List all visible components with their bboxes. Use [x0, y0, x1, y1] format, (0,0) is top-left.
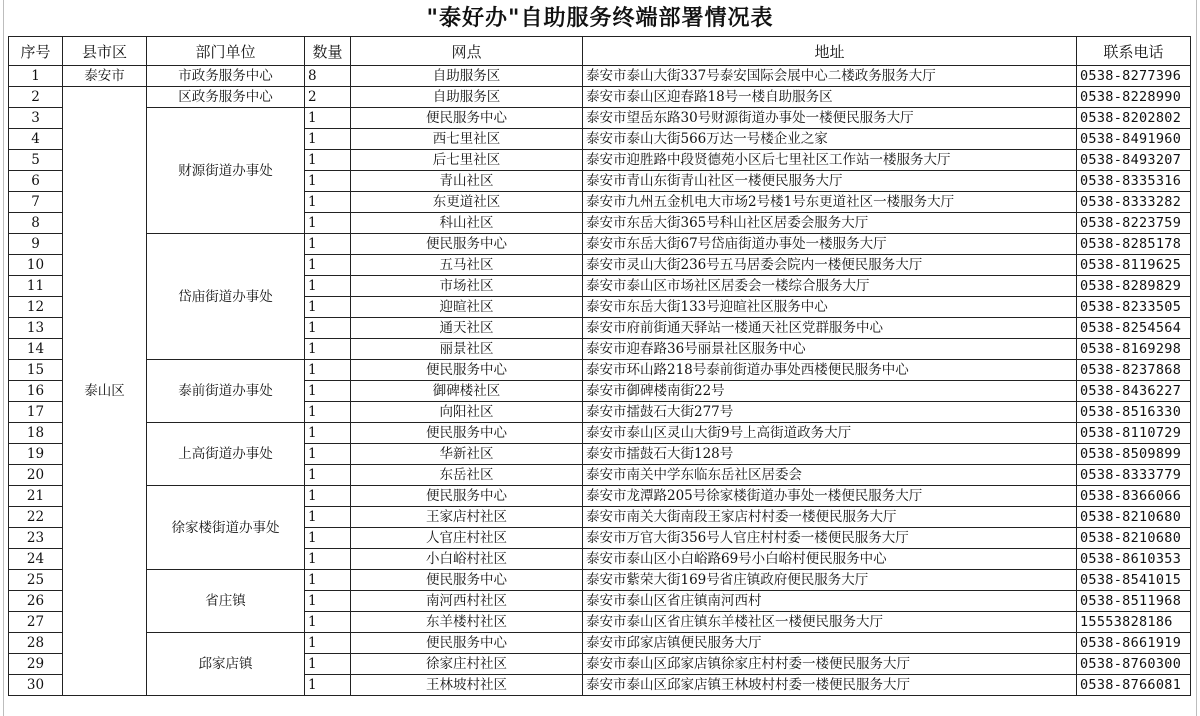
dept-cell: 财源街道办事处 — [147, 108, 305, 234]
row-phone: 0538-8254564 — [1077, 318, 1191, 339]
row-address: 泰安市望岳东路30号财源街道办事处一楼便民服务大厅 — [583, 108, 1077, 129]
row-seq: 17 — [9, 402, 63, 423]
row-count: 1 — [305, 129, 351, 150]
row-site: 便民服务中心 — [351, 108, 583, 129]
row-address: 泰安市泰山区灵山大街9号上高街道政务大厅 — [583, 423, 1077, 444]
row-seq: 21 — [9, 486, 63, 507]
row-seq: 24 — [9, 549, 63, 570]
table-row — [9, 570, 1191, 591]
row-phone: 0538-8210680 — [1077, 507, 1191, 528]
row-count: 1 — [305, 486, 351, 507]
row-site: 小白峪村社区 — [351, 549, 583, 570]
row-site: 西七里社区 — [351, 129, 583, 150]
row-count: 8 — [305, 66, 351, 87]
row-site: 东羊楼村社区 — [351, 612, 583, 633]
row-count: 1 — [305, 150, 351, 171]
row-seq: 28 — [9, 633, 63, 654]
row-site: 王林坡村社区 — [351, 675, 583, 696]
row-phone: 0538-8760300 — [1077, 654, 1191, 675]
dept-cell: 市政务服务中心 — [147, 66, 305, 87]
row-site: 后七里社区 — [351, 150, 583, 171]
row-address: 泰安市紫荣大街169号省庄镇政府便民服务大厅 — [583, 570, 1077, 591]
row-phone: 0538-8233505 — [1077, 297, 1191, 318]
row-phone: 0538-8516330 — [1077, 402, 1191, 423]
row-count: 1 — [305, 360, 351, 381]
page-title: "泰好办"自助服务终端部署情况表 — [426, 5, 774, 31]
row-site: 市场社区 — [351, 276, 583, 297]
row-address: 泰安市东岳大街67号岱庙街道办事处一楼服务大厅 — [583, 234, 1077, 255]
county-cell: 泰安市 — [63, 66, 147, 87]
row-site: 自助服务区 — [351, 66, 583, 87]
row-seq: 8 — [9, 213, 63, 234]
table-row — [9, 360, 1191, 381]
county-cell: 泰山区 — [63, 87, 147, 696]
row-site: 御碑楼社区 — [351, 381, 583, 402]
row-count: 1 — [305, 528, 351, 549]
dept-cell: 区政务服务中心 — [147, 87, 305, 108]
row-address: 泰安市东岳大街133号迎暄社区服务中心 — [583, 297, 1077, 318]
row-count: 1 — [305, 465, 351, 486]
row-seq: 10 — [9, 255, 63, 276]
row-address: 泰安市御碑楼南街22号 — [583, 381, 1077, 402]
table-row — [9, 234, 1191, 255]
row-site: 便民服务中心 — [351, 423, 583, 444]
row-count: 1 — [305, 234, 351, 255]
table-row — [9, 87, 1191, 108]
row-seq: 23 — [9, 528, 63, 549]
row-site: 五马社区 — [351, 255, 583, 276]
row-phone: 0538-8223759 — [1077, 213, 1191, 234]
row-phone: 0538-8228990 — [1077, 87, 1191, 108]
row-seq: 12 — [9, 297, 63, 318]
row-site: 青山社区 — [351, 171, 583, 192]
row-site: 人官庄村社区 — [351, 528, 583, 549]
row-address: 泰安市青山东街青山社区一楼便民服务大厅 — [583, 171, 1077, 192]
row-seq: 30 — [9, 675, 63, 696]
row-phone: 0538-8661919 — [1077, 633, 1191, 654]
table-header-row — [9, 37, 1191, 66]
table-row — [9, 486, 1191, 507]
row-address: 泰安市南关中学东临东岳社区居委会 — [583, 465, 1077, 486]
row-site: 东更道社区 — [351, 192, 583, 213]
header-site: 网点 — [351, 37, 583, 66]
row-count: 1 — [305, 171, 351, 192]
header-address: 地址 — [583, 37, 1077, 66]
header-seq: 序号 — [9, 37, 63, 66]
row-seq: 20 — [9, 465, 63, 486]
row-phone: 0538-8237868 — [1077, 360, 1191, 381]
row-seq: 19 — [9, 444, 63, 465]
row-phone: 0538-8511968 — [1077, 591, 1191, 612]
row-site: 便民服务中心 — [351, 570, 583, 591]
row-address: 泰安市灵山大街236号五马居委会院内一楼便民服务大厅 — [583, 255, 1077, 276]
row-phone: 0538-8285178 — [1077, 234, 1191, 255]
row-phone: 0538-8210680 — [1077, 528, 1191, 549]
row-address: 泰安市万官大街356号人官庄村村委一楼便民服务大厅 — [583, 528, 1077, 549]
row-address: 泰安市环山路218号泰前街道办事处西楼便民服务中心 — [583, 360, 1077, 381]
row-site: 丽景社区 — [351, 339, 583, 360]
row-address: 泰安市迎春路36号丽景社区服务中心 — [583, 339, 1077, 360]
row-seq: 5 — [9, 150, 63, 171]
row-seq: 1 — [9, 66, 63, 87]
row-seq: 16 — [9, 381, 63, 402]
row-count: 1 — [305, 255, 351, 276]
row-site: 南河西村社区 — [351, 591, 583, 612]
row-phone: 0538-8766081 — [1077, 675, 1191, 696]
row-count: 1 — [305, 318, 351, 339]
row-seq: 4 — [9, 129, 63, 150]
row-count: 1 — [305, 423, 351, 444]
row-site: 科山社区 — [351, 213, 583, 234]
row-phone: 0538-8169298 — [1077, 339, 1191, 360]
row-address: 泰安市泰山区迎春路18号一楼自助服务区 — [583, 87, 1077, 108]
header-count: 数量 — [305, 37, 351, 66]
row-seq: 6 — [9, 171, 63, 192]
sheet-left-gridline — [3, 0, 4, 716]
row-seq: 29 — [9, 654, 63, 675]
row-seq: 14 — [9, 339, 63, 360]
row-address: 泰安市擂鼓石大街128号 — [583, 444, 1077, 465]
row-address: 泰安市南关大街南段王家店村村委一楼便民服务大厅 — [583, 507, 1077, 528]
row-address: 泰安市邱家店镇便民服务大厅 — [583, 633, 1077, 654]
row-seq: 15 — [9, 360, 63, 381]
row-site: 便民服务中心 — [351, 234, 583, 255]
row-seq: 22 — [9, 507, 63, 528]
row-address: 泰安市东岳大街365号科山社区居委会服务大厅 — [583, 213, 1077, 234]
row-seq: 9 — [9, 234, 63, 255]
row-seq: 25 — [9, 570, 63, 591]
row-phone: 0538-8335316 — [1077, 171, 1191, 192]
row-phone: 0538-8333779 — [1077, 465, 1191, 486]
row-seq: 26 — [9, 591, 63, 612]
header-county: 县市区 — [63, 37, 147, 66]
row-site: 东岳社区 — [351, 465, 583, 486]
row-phone: 0538-8491960 — [1077, 129, 1191, 150]
row-count: 1 — [305, 381, 351, 402]
row-phone: 0538-8436227 — [1077, 381, 1191, 402]
row-phone: 0538-8610353 — [1077, 549, 1191, 570]
row-phone: 0538-8493207 — [1077, 150, 1191, 171]
table-row — [9, 108, 1191, 129]
row-site: 便民服务中心 — [351, 633, 583, 654]
dept-cell: 泰前街道办事处 — [147, 360, 305, 423]
row-count: 2 — [305, 87, 351, 108]
row-address: 泰安市泰山区邱家店镇王林坡村村委一楼便民服务大厅 — [583, 675, 1077, 696]
row-site: 便民服务中心 — [351, 486, 583, 507]
row-seq: 13 — [9, 318, 63, 339]
row-site: 徐家庄村社区 — [351, 654, 583, 675]
row-address: 泰安市擂鼓石大街277号 — [583, 402, 1077, 423]
header-phone: 联系电话 — [1077, 37, 1191, 66]
row-address: 泰安市泰山区邱家店镇徐家庄村村委一楼便民服务大厅 — [583, 654, 1077, 675]
row-site: 王家店村社区 — [351, 507, 583, 528]
row-site: 自助服务区 — [351, 87, 583, 108]
row-address: 泰安市泰山大街337号泰安国际会展中心二楼政务服务大厅 — [583, 66, 1077, 87]
row-site: 迎暄社区 — [351, 297, 583, 318]
row-count: 1 — [305, 633, 351, 654]
row-phone: 0538-8289829 — [1077, 276, 1191, 297]
row-count: 1 — [305, 297, 351, 318]
row-site: 便民服务中心 — [351, 360, 583, 381]
row-address: 泰安市泰山区省庄镇东羊楼社区一楼便民服务大厅 — [583, 612, 1077, 633]
row-count: 1 — [305, 507, 351, 528]
row-address: 泰安市泰山大街566万达一号楼企业之家 — [583, 129, 1077, 150]
row-count: 1 — [305, 549, 351, 570]
dept-cell: 岱庙街道办事处 — [147, 234, 305, 360]
row-seq: 27 — [9, 612, 63, 633]
row-count: 1 — [305, 444, 351, 465]
row-count: 1 — [305, 591, 351, 612]
header-dept: 部门单位 — [147, 37, 305, 66]
row-address: 泰安市泰山区市场社区居委会一楼综合服务大厅 — [583, 276, 1077, 297]
row-count: 1 — [305, 339, 351, 360]
row-address: 泰安市泰山区小白峪路69号小白峪村便民服务中心 — [583, 549, 1077, 570]
row-count: 1 — [305, 213, 351, 234]
row-address: 泰安市九州五金机电大市场2号楼1号东更道社区一楼服务大厅 — [583, 192, 1077, 213]
row-phone: 0538-8277396 — [1077, 66, 1191, 87]
row-phone: 0538-8110729 — [1077, 423, 1191, 444]
table-row — [9, 423, 1191, 444]
row-seq: 11 — [9, 276, 63, 297]
dept-cell: 上高街道办事处 — [147, 423, 305, 486]
row-seq: 3 — [9, 108, 63, 129]
table-row — [9, 66, 1191, 87]
row-phone: 15553828186 — [1077, 612, 1191, 633]
row-seq: 2 — [9, 87, 63, 108]
row-address: 泰安市府前街通天驿站一楼通天社区党群服务中心 — [583, 318, 1077, 339]
table-body — [9, 66, 1191, 696]
row-address: 泰安市泰山区省庄镇南河西村 — [583, 591, 1077, 612]
row-site: 华新社区 — [351, 444, 583, 465]
row-address: 泰安市迎胜路中段贤德苑小区后七里社区工作站一楼服务大厅 — [583, 150, 1077, 171]
row-address: 泰安市龙潭路205号徐家楼街道办事处一楼便民服务大厅 — [583, 486, 1077, 507]
row-count: 1 — [305, 570, 351, 591]
row-phone: 0538-8541015 — [1077, 570, 1191, 591]
dept-cell: 邱家店镇 — [147, 633, 305, 696]
sheet-right-gridline — [1196, 0, 1197, 716]
row-count: 1 — [305, 675, 351, 696]
row-count: 1 — [305, 654, 351, 675]
row-phone: 0538-8509899 — [1077, 444, 1191, 465]
row-count: 1 — [305, 612, 351, 633]
row-site: 通天社区 — [351, 318, 583, 339]
row-count: 1 — [305, 402, 351, 423]
row-phone: 0538-8202802 — [1077, 108, 1191, 129]
row-count: 1 — [305, 192, 351, 213]
row-count: 1 — [305, 276, 351, 297]
row-seq: 7 — [9, 192, 63, 213]
deployment-table — [8, 36, 1191, 696]
row-site: 向阳社区 — [351, 402, 583, 423]
row-seq: 18 — [9, 423, 63, 444]
row-count: 1 — [305, 108, 351, 129]
dept-cell: 徐家楼街道办事处 — [147, 486, 305, 570]
row-phone: 0538-8366066 — [1077, 486, 1191, 507]
dept-cell: 省庄镇 — [147, 570, 305, 633]
table-row — [9, 633, 1191, 654]
row-phone: 0538-8119625 — [1077, 255, 1191, 276]
row-phone: 0538-8333282 — [1077, 192, 1191, 213]
